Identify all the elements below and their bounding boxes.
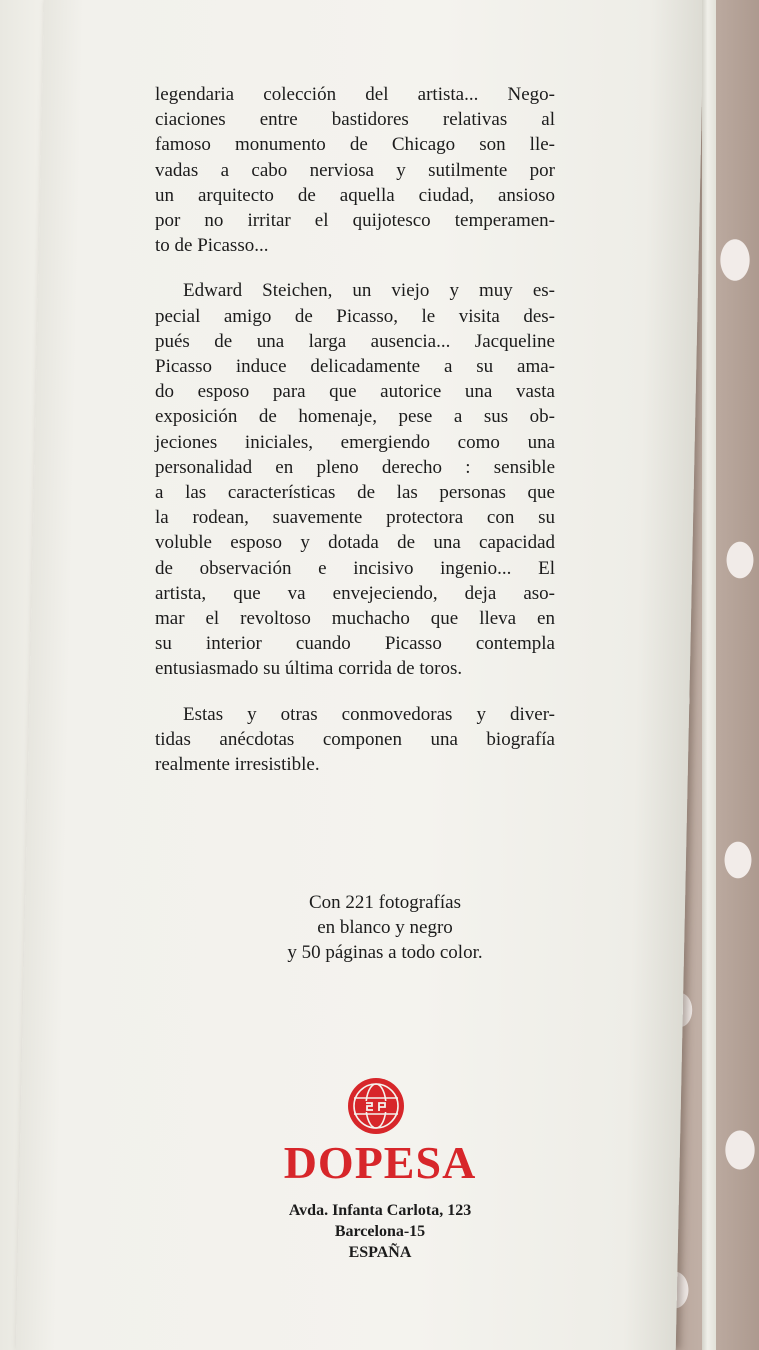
text-line: mar el revoltoso muchacho que lleva en — [155, 608, 555, 630]
text-line: pués de una larga ausencia... Jacqueline — [155, 330, 555, 352]
photos-note-line: en blanco y negro — [317, 917, 453, 938]
text-line: tidas anécdotas componen una biografía — [155, 728, 555, 750]
text-line: do esposo para que autorice una vasta — [155, 381, 555, 403]
photos-note-line: y 50 páginas a todo color. — [287, 942, 483, 963]
text-line: realmente irresistible. — [155, 754, 320, 776]
paragraph-2 — [155, 278, 555, 681]
text-line: voluble esposo y dotada de una capacidad — [155, 532, 555, 554]
text-line: vadas a cabo nerviosa y sutilmente por — [155, 159, 555, 181]
text-line: legendaria colección del artista... Nego- — [155, 84, 555, 105]
paragraph-3 — [155, 702, 555, 778]
photos-note-line: Con 221 fotografías — [309, 892, 461, 913]
paragraph-1 — [155, 82, 555, 258]
text-line: Edward Steichen, un viejo y muy es- — [183, 280, 555, 302]
flap-text — [155, 82, 555, 797]
text-line: ciaciones entre bastidores relativas al — [155, 109, 555, 131]
photos-note — [200, 890, 570, 965]
text-line: un arquitecto de aquella ciudad, ansioso — [155, 184, 555, 206]
text-line: exposición de homenaje, pese a sus ob- — [155, 406, 555, 428]
text-line: personalidad en pleno derecho : sensible — [155, 456, 555, 478]
text-line: artista, que va envejeciendo, deja aso- — [155, 582, 555, 604]
publisher-name: DOPESA — [283, 1137, 477, 1188]
address-line: Barcelona-15 — [334, 1223, 426, 1240]
globe-sp-logo-icon — [346, 1076, 406, 1136]
text-line: a las características de las personas que — [155, 482, 555, 504]
text-line: famoso monumento de Chicago son lle- — [155, 134, 555, 156]
text-line: la rodean, suavemente protectora con su — [155, 507, 555, 529]
text-line: por no irritar el quijotesco temperamen- — [155, 210, 555, 232]
text-line: de observación e incisivo ingenio... El — [155, 557, 555, 579]
text-line: pecial amigo de Picasso, le visita des- — [155, 305, 555, 327]
text-line: entusiasmado su última corrida de toros. — [155, 658, 463, 680]
publisher-address — [230, 1200, 530, 1263]
text-line: su interior cuando Picasso contempla — [155, 633, 555, 655]
book-flap-edge — [702, 0, 716, 1350]
text-line: to de Picasso... — [155, 235, 269, 257]
text-line: Estas y otras conmovedoras y diver- — [183, 703, 555, 725]
text-line: Picasso induce delicadamente a su ama- — [155, 356, 555, 378]
address-line: ESPAÑA — [348, 1244, 412, 1261]
text-line: jeciones iniciales, emergiendo como una — [155, 431, 555, 453]
address-line: Avda. Infanta Carlota, 123 — [288, 1202, 472, 1219]
